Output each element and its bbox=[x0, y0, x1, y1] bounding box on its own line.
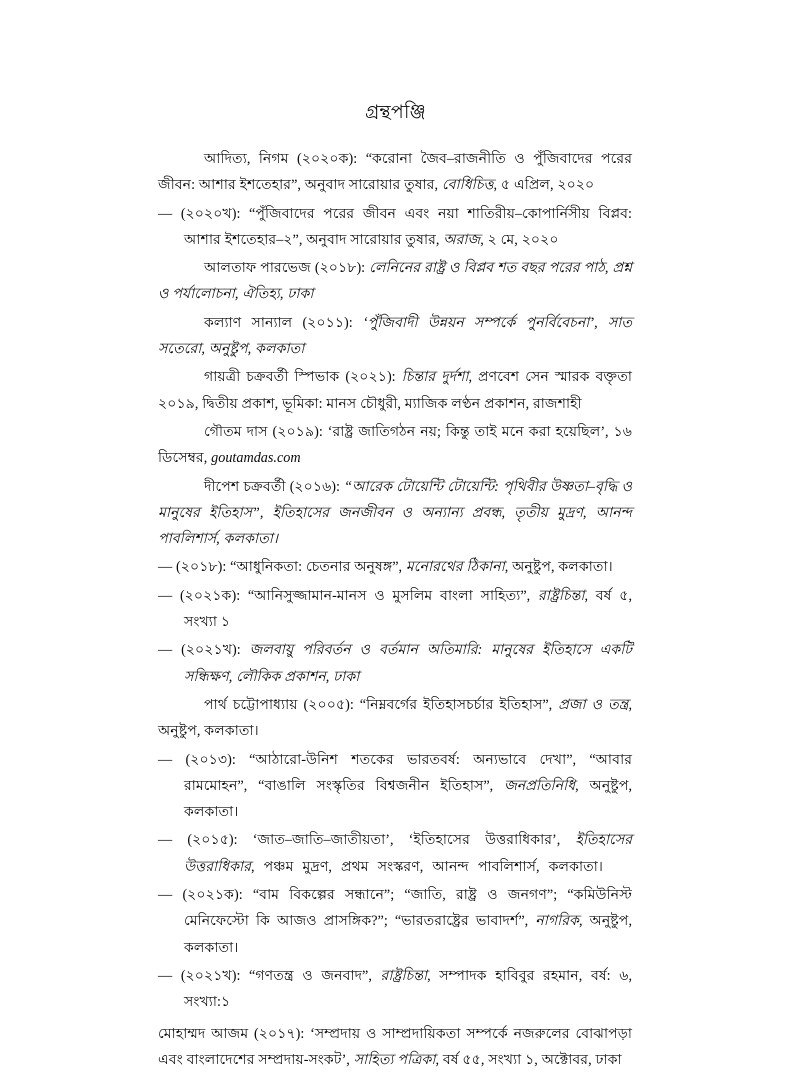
entry-text-segment: (২০২১খ): bbox=[181, 642, 249, 658]
entry-text-segment: গৌতম দাস (২০১৯): ‘রাষ্ট্র জাতিগঠন নয়; কিন্তু তাই মনে করা হয়েছিল’, ১৬ ডিসেম্বর, bbox=[158, 424, 632, 466]
entry-text-segment: , অনুষ্টুপ, কলকাতা। bbox=[184, 913, 632, 955]
entry-text-segment: (২০১৫): ‘জাত–জাতি–জাতীয়তা’, ‘ইতিহাসের উত্তরাধিকার’, bbox=[187, 832, 575, 848]
bibliography-entry bbox=[158, 255, 632, 308]
entry-text-segment: রাষ্ট্রচিন্তা bbox=[538, 588, 585, 604]
bibliography-entry bbox=[158, 474, 632, 553]
entry-text-segment: , অনুষ্টুপ, কলকাতা। bbox=[184, 778, 632, 820]
bibliography-entry bbox=[158, 364, 632, 417]
entry-text-segment: , বর্ষ ৫৫, সংখ্যা ১, অক্টোবর, ঢাকা bbox=[435, 1052, 621, 1068]
entry-dash-marker: — bbox=[158, 206, 181, 222]
entry-text-segment: (২০২০খ): “পুঁজিবাদের পরের জীবন এবং নয়া শাতিরীয়–কোপার্নিসীয় বিপ্লব: আশার ইশতেহার–২”, অনুবাদ সারোয়ার তুষার, bbox=[181, 206, 632, 248]
entry-text-segment: অরাজ bbox=[443, 232, 480, 248]
bibliography-entry bbox=[158, 827, 632, 880]
entry-dash-marker: — bbox=[158, 968, 181, 984]
bibliography-entry bbox=[158, 637, 632, 690]
entry-text-segment: , প্রণবেশ সেন স্মারক বক্তৃতা ২০১৯, দ্বিতীয় প্রকাশ, ভূমিকা: মানস চৌধুরী, ম্যাজিক লণ্ঠন প্রকাশন, রাজশাহী bbox=[158, 369, 632, 411]
entry-text-segment: নাগরিক bbox=[535, 913, 579, 929]
entry-text-segment: মনোরথের ঠিকানা bbox=[406, 559, 505, 575]
entry-text-segment: (২০১৩): “আঠারো-উনিশ শতকের ভারতবর্ষ: অন্যভাবে দেখা”, “আবার রামমোহন”, “বাঙালি সংস্কৃতির বিশ্বজনীন ইতিহাস”, bbox=[184, 752, 632, 794]
entry-text-segment: , অনুষ্টুপ, কলকাতা। bbox=[505, 559, 613, 575]
entry-text-segment: চিন্তার দুর্দশা bbox=[402, 369, 469, 385]
entry-dash-marker: — bbox=[158, 752, 186, 768]
entry-text-segment: প্রজা ও তন্ত্র bbox=[558, 697, 628, 713]
entry-text-segment: , সম্পাদক হাবিবুর রহমান, বর্ষ: ৬, সংখ্যা:১ bbox=[184, 968, 632, 1010]
entry-dash-marker: — bbox=[158, 588, 180, 604]
entry-text-segment: রাষ্ট্রচিন্তা bbox=[381, 968, 428, 984]
entry-text-segment: আদিত্য, নিগম (২০২০ক): “করোনা জৈব–রাজনীতি ও পুঁজিবাদের পরের জীবন: আশার ইশতেহার”, অনুবাদ সারোয়ার তুষার, bbox=[158, 151, 632, 193]
entry-text-segment: ‘পুঁজিবাদী উন্নয়ন সম্পর্কে পুনর্বিবেচনা’, সাত সতেরো, অনুষ্টুপ, কলকাতা bbox=[158, 315, 632, 357]
entry-text-segment: বোধিচিত্ত bbox=[442, 177, 494, 193]
entry-text-segment: ইতিহাসের উত্তরাধিকার bbox=[184, 832, 632, 874]
bibliography-entry bbox=[158, 1021, 632, 1073]
entry-text-segment: দীপেশ চক্রবর্তী (২০১৬): bbox=[204, 479, 344, 495]
entry-text-segment: , ৫ এপ্রিল, ২০২০ bbox=[494, 177, 595, 193]
entry-text-segment: পার্থ চট্টোপাধ্যায় (২০০৫): “নিম্নবর্গের ইতিহাসচর্চার ইতিহাস”, bbox=[204, 697, 558, 713]
bibliography-entry bbox=[158, 963, 632, 1016]
bibliography-entry bbox=[158, 146, 632, 199]
bibliography-entry bbox=[158, 882, 632, 961]
entry-text-segment: মোহাম্মদ আজম (২০১৭): ‘সম্প্রদায় ও সাম্প্রদায়িকতা সম্পর্কে নজরুলের বোঝাপড়া এবং বাংলাদেশের সম্প্রদায়-সংকট’, bbox=[158, 1026, 632, 1068]
entry-text-segment: , অনুষ্টুপ, কলকাতা। bbox=[158, 697, 632, 739]
bibliography-entry bbox=[158, 583, 632, 636]
entry-text-segment: (২০২১খ): “গণতন্ত্র ও জনবাদ”, bbox=[181, 968, 381, 984]
bibliography-entry bbox=[158, 310, 632, 363]
entry-text-segment: গায়ত্রী চক্রবর্তী স্পিভাক (২০২১): bbox=[204, 369, 402, 385]
entry-text-segment: (২০২১ক): “আনিসুজ্জামান-মানস ও মুসলিম বাংলা সাহিত্য”, bbox=[180, 588, 538, 604]
entry-text-segment: (২০২১ক): “বাম বিকল্পের সন্ধানে”; “জাতি, রাষ্ট্র ও জনগণ”; “কমিউনিস্ট মেনিফেস্টো কি আজও প্রাসঙ্গিক?”; “ভারতরাষ্ট্রের ভাবাদর্শ”, bbox=[182, 887, 632, 929]
entry-dash-marker: — bbox=[158, 642, 181, 658]
page-title: গ্রন্থপঞ্জি bbox=[0, 101, 791, 125]
entry-text-segment: (২০১৮): “আধুনিকতা: চেতনার অনুষঙ্গ”, bbox=[176, 559, 406, 575]
bibliography-list bbox=[158, 146, 632, 1073]
bibliography-entry bbox=[158, 747, 632, 826]
entry-dash-marker: — bbox=[158, 887, 182, 903]
entry-dash-marker: — bbox=[158, 559, 176, 575]
entry-text-segment: goutamdas.com bbox=[211, 450, 300, 466]
entry-dash-marker: — bbox=[158, 832, 187, 848]
entry-text-segment: আলতাফ পারভেজ (২০১৮): bbox=[204, 260, 369, 276]
entry-text-segment: জনপ্রতিনিধি bbox=[504, 778, 575, 794]
entry-text-segment: জলবায়ু পরিবর্তন ও বর্তমান অতিমারি: মানুষের ইতিহাসে একটি সন্ধিক্ষণ, লৌকিক প্রকাশন, ঢাকা bbox=[184, 642, 632, 684]
entry-text-segment: লেনিনের রাষ্ট্র ও বিপ্লব শত বছর পরের পাঠ, প্রশ্ন ও পর্যালোচনা, ঐতিহ্য, ঢাকা bbox=[158, 260, 632, 302]
entry-text-segment: কল্যাণ সান্যাল (২০১১): bbox=[204, 315, 363, 331]
bibliography-entry bbox=[158, 201, 632, 254]
bibliography-entry bbox=[158, 692, 632, 745]
entry-text-segment: , ২ মে, ২০২০ bbox=[480, 232, 558, 248]
entry-text-segment: “আরেক টোয়েন্টি টোয়েন্টি: পৃথিবীর উষ্ণতা–বৃদ্ধি ও মানুষের ইতিহাস”, ইতিহাসের জনজীবন ও অন্যান্য প্রবন্ধ, তৃতীয় মুদ্রণ, আনন্দ পাবলিশার্স, কলকাতা। bbox=[158, 479, 632, 548]
bibliography-entry bbox=[158, 419, 632, 472]
entry-text-segment: সাহিত্য পত্রিকা bbox=[354, 1052, 436, 1068]
bibliography-entry bbox=[158, 554, 632, 580]
entry-text-segment: , বর্ষ ৫, সংখ্যা ১ bbox=[184, 588, 632, 630]
entry-text-segment: , পঞ্চম মুদ্রণ, প্রথম সংস্করণ, আনন্দ পাবলিশার্স, কলকাতা। bbox=[251, 859, 603, 875]
